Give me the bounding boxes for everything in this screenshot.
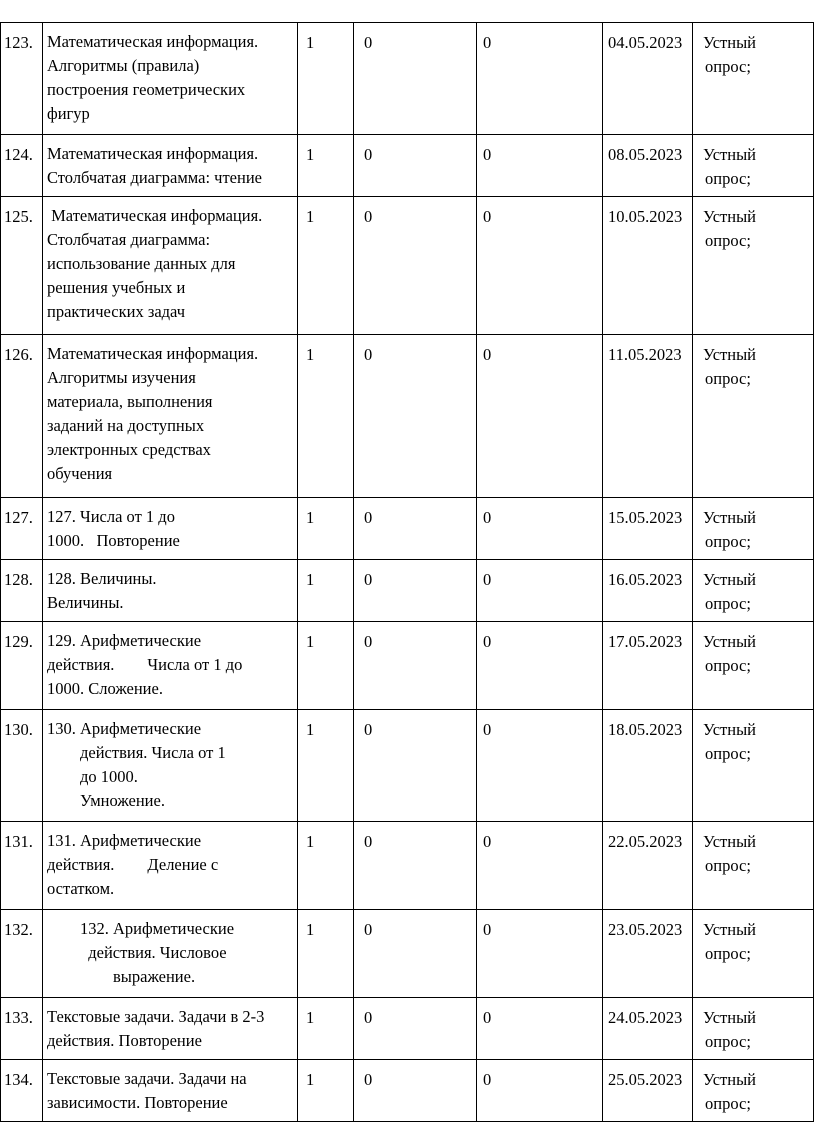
control-form-line-1: Устный [703,1070,756,1089]
lesson-number-cell: 123. [1,23,43,135]
lesson-number-cell: 124. [1,135,43,197]
topic-line: зависимости. Повторение [47,1093,228,1112]
control-form-line-1: Устный [703,632,756,651]
control-works-cell: 0 [354,910,477,998]
control-form-line-1: Устный [703,145,756,164]
practical-works-cell: 0 [477,622,603,710]
topic-line: практических задач [47,302,186,321]
topic-line: остатком. [47,879,115,898]
control-form-cell [693,23,814,135]
date-cell: 23.05.2023 [603,910,693,998]
practical-works-cell: 0 [477,23,603,135]
practical-works-cell: 0 [477,135,603,197]
lesson-topic-cell [43,498,298,560]
lesson-topic-cell [43,822,298,910]
lesson-topic-cell [43,998,298,1060]
hours-total-cell: 1 [298,335,354,498]
table-row [1,622,814,710]
control-form-line-2: опрос; [705,594,751,613]
control-form-line-1: Устный [703,345,756,364]
lesson-number-cell: 134. [1,1060,43,1122]
lesson-number-cell: 128. [1,560,43,622]
date-cell: 10.05.2023 [603,197,693,335]
topic-line: Столбчатая диаграмма: [47,230,211,249]
lesson-topic-cell [43,335,298,498]
lesson-topic-cell [43,622,298,710]
control-works-cell: 0 [354,710,477,822]
control-form-line-2: опрос; [705,656,751,675]
topic-line: до 1000. [47,767,138,786]
table-row [1,998,814,1060]
control-form-line-2: опрос; [705,1094,751,1113]
practical-works-cell: 0 [477,822,603,910]
control-form-cell [693,498,814,560]
control-form-line-1: Устный [703,33,756,52]
control-works-cell: 0 [354,335,477,498]
table-row [1,910,814,998]
lesson-topic-cell [43,1060,298,1122]
topic-line: 128. Величины. [47,569,157,588]
table-row [1,560,814,622]
topic-line: обучения [47,464,113,483]
topic-line: 1000. Повторение [47,531,180,550]
topic-line: решения учебных и [47,278,186,297]
table-row [1,822,814,910]
control-works-cell: 0 [354,622,477,710]
topic-line: Математическая информация. [47,344,259,363]
control-works-cell: 0 [354,560,477,622]
table-row [1,335,814,498]
lesson-topic-cell [43,710,298,822]
practical-works-cell: 0 [477,498,603,560]
control-form-cell [693,135,814,197]
control-works-cell: 0 [354,498,477,560]
control-form-cell [693,197,814,335]
lesson-topic-cell [43,135,298,197]
control-form-line-1: Устный [703,720,756,739]
lesson-topic-cell [43,23,298,135]
control-form-line-1: Устный [703,508,756,527]
control-form-cell [693,1060,814,1122]
date-cell: 15.05.2023 [603,498,693,560]
control-works-cell: 0 [354,23,477,135]
control-form-line-1: Устный [703,207,756,226]
hours-total-cell: 1 [298,560,354,622]
control-works-cell: 0 [354,135,477,197]
topic-line: Величины. [47,593,124,612]
topic-line: фигур [47,104,90,123]
hours-total-cell: 1 [298,910,354,998]
practical-works-cell: 0 [477,998,603,1060]
control-form-cell [693,822,814,910]
hours-total-cell: 1 [298,23,354,135]
topic-line: действия. Числа от 1 до [47,655,243,674]
practical-works-cell: 0 [477,197,603,335]
control-form-line-2: опрос; [705,744,751,763]
hours-total-cell: 1 [298,135,354,197]
topic-line: действия. Числа от 1 [47,743,226,762]
topic-line: выражение. [47,967,196,986]
control-form-line-1: Устный [703,570,756,589]
control-form-line-1: Устный [703,832,756,851]
control-form-cell [693,622,814,710]
date-cell: 11.05.2023 [603,335,693,498]
topic-line: Текстовые задачи. Задачи в 2-3 [47,1007,265,1026]
control-form-cell [693,998,814,1060]
hours-total-cell: 1 [298,998,354,1060]
lesson-number-cell: 125. [1,197,43,335]
practical-works-cell: 0 [477,335,603,498]
control-works-cell: 0 [354,1060,477,1122]
date-cell: 08.05.2023 [603,135,693,197]
hours-total-cell: 1 [298,822,354,910]
topic-line: 130. Арифметические [47,719,202,738]
practical-works-cell: 0 [477,910,603,998]
control-form-line-2: опрос; [705,169,751,188]
topic-line: Математическая информация. [47,144,259,163]
lesson-plan-table-body [1,23,814,1122]
practical-works-cell: 0 [477,710,603,822]
lesson-topic-cell [43,197,298,335]
hours-total-cell: 1 [298,498,354,560]
control-form-line-2: опрос; [705,231,751,250]
lesson-number-cell: 129. [1,622,43,710]
table-row [1,23,814,135]
lesson-number-cell: 127. [1,498,43,560]
topic-line: Текстовые задачи. Задачи на [47,1069,247,1088]
hours-total-cell: 1 [298,1060,354,1122]
date-cell: 22.05.2023 [603,822,693,910]
date-cell: 17.05.2023 [603,622,693,710]
practical-works-cell: 0 [477,1060,603,1122]
control-form-cell [693,560,814,622]
topic-line: материала, выполнения [47,392,213,411]
control-form-cell [693,710,814,822]
table-row [1,498,814,560]
topic-line: построения геометрических [47,80,246,99]
table-row [1,135,814,197]
topic-line: действия. Повторение [47,1031,202,1050]
date-cell: 18.05.2023 [603,710,693,822]
topic-line: Алгоритмы изучения [47,368,196,387]
topic-line: Математическая информация. [47,206,263,225]
topic-line: электронных средствах [47,440,211,459]
control-form-line-2: опрос; [705,856,751,875]
topic-line: 1000. Сложение. [47,679,163,698]
lesson-topic-cell [43,560,298,622]
lesson-plan-table [0,22,814,1122]
control-form-line-2: опрос; [705,532,751,551]
date-cell: 24.05.2023 [603,998,693,1060]
date-cell: 04.05.2023 [603,23,693,135]
hours-total-cell: 1 [298,710,354,822]
date-cell: 25.05.2023 [603,1060,693,1122]
control-form-line-2: опрос; [705,944,751,963]
topic-line: использование данных для [47,254,236,273]
control-form-line-2: опрос; [705,1032,751,1051]
hours-total-cell: 1 [298,197,354,335]
control-works-cell: 0 [354,998,477,1060]
control-form-cell [693,910,814,998]
topic-line: действия. Числовое [47,943,227,962]
hours-total-cell: 1 [298,622,354,710]
table-row [1,197,814,335]
lesson-number-cell: 132. [1,910,43,998]
practical-works-cell: 0 [477,560,603,622]
topic-line: Математическая информация. [47,32,259,51]
topic-line: 127. Числа от 1 до [47,507,175,526]
control-works-cell: 0 [354,197,477,335]
lesson-number-cell: 126. [1,335,43,498]
control-form-line-1: Устный [703,920,756,939]
control-form-cell [693,335,814,498]
control-form-line-2: опрос; [705,57,751,76]
control-works-cell: 0 [354,822,477,910]
topic-line: 132. Арифметические [47,919,235,938]
control-form-line-1: Устный [703,1008,756,1027]
lesson-number-cell: 133. [1,998,43,1060]
lesson-number-cell: 131. [1,822,43,910]
date-cell: 16.05.2023 [603,560,693,622]
topic-line: 129. Арифметические [47,631,202,650]
lesson-topic-cell [43,910,298,998]
topic-line: заданий на доступных [47,416,205,435]
table-row [1,1060,814,1122]
topic-line: Столбчатая диаграмма: чтение [47,168,262,187]
topic-line: Умножение. [47,791,165,810]
topic-line: действия. Деление с [47,855,219,874]
table-row [1,710,814,822]
topic-line: 131. Арифметические [47,831,202,850]
topic-line: Алгоритмы (правила) [47,56,200,75]
control-form-line-2: опрос; [705,369,751,388]
lesson-number-cell: 130. [1,710,43,822]
